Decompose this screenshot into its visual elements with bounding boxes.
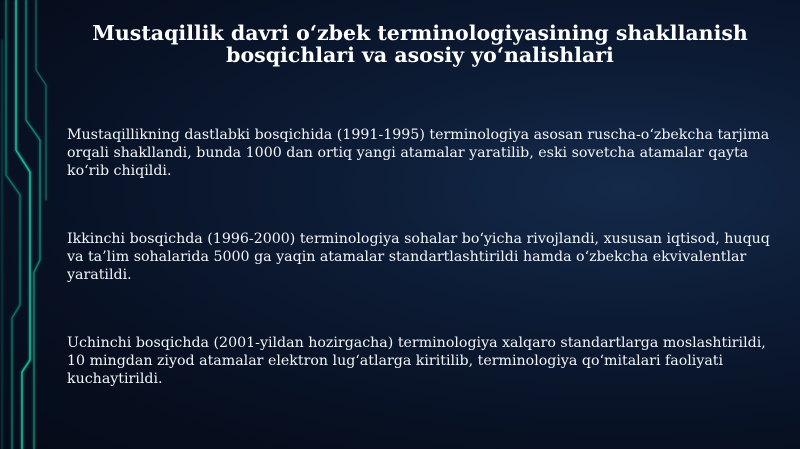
slide-title: Mustaqillik davri o‘zbek terminologiyasining shakllanish bosqichlari va asosiy yo‘nalishlari bbox=[92, 21, 748, 67]
paragraph-stage-2: Ikkinchi bosqichda (1996-2000) terminologiya sohalar bo‘yicha rivojlandi, xususan iqtisod, huquq va ta’lim sohalarida 5000 ga yaqin atamalar standartlashtirildi hamda o‘zbekcha ekvivalentlar yaratildi. bbox=[67, 231, 770, 283]
paragraph-stage-3: Uchinchi bosqichda (2001-yildan hozirgacha) terminologiya xalqaro standartlarga moslashtirildi, 10 mingdan ziyod atamalar elektron lug‘atlarga kiritilib, terminologiya qo‘mitalari faoliyati kuchaytirildi. bbox=[67, 335, 766, 387]
circuit-line-decoration bbox=[0, 0, 60, 449]
paragraph-stage-1: Mustaqillikning dastlabki bosqichida (1991-1995) terminologiya asosan ruscha-o‘zbekcha tarjima orqali shakllandi, bunda 1000 dan ortiq yangi atamalar yaratilib, eski sovetcha atamalar qayta ko‘rib chiqildi. bbox=[67, 127, 770, 179]
